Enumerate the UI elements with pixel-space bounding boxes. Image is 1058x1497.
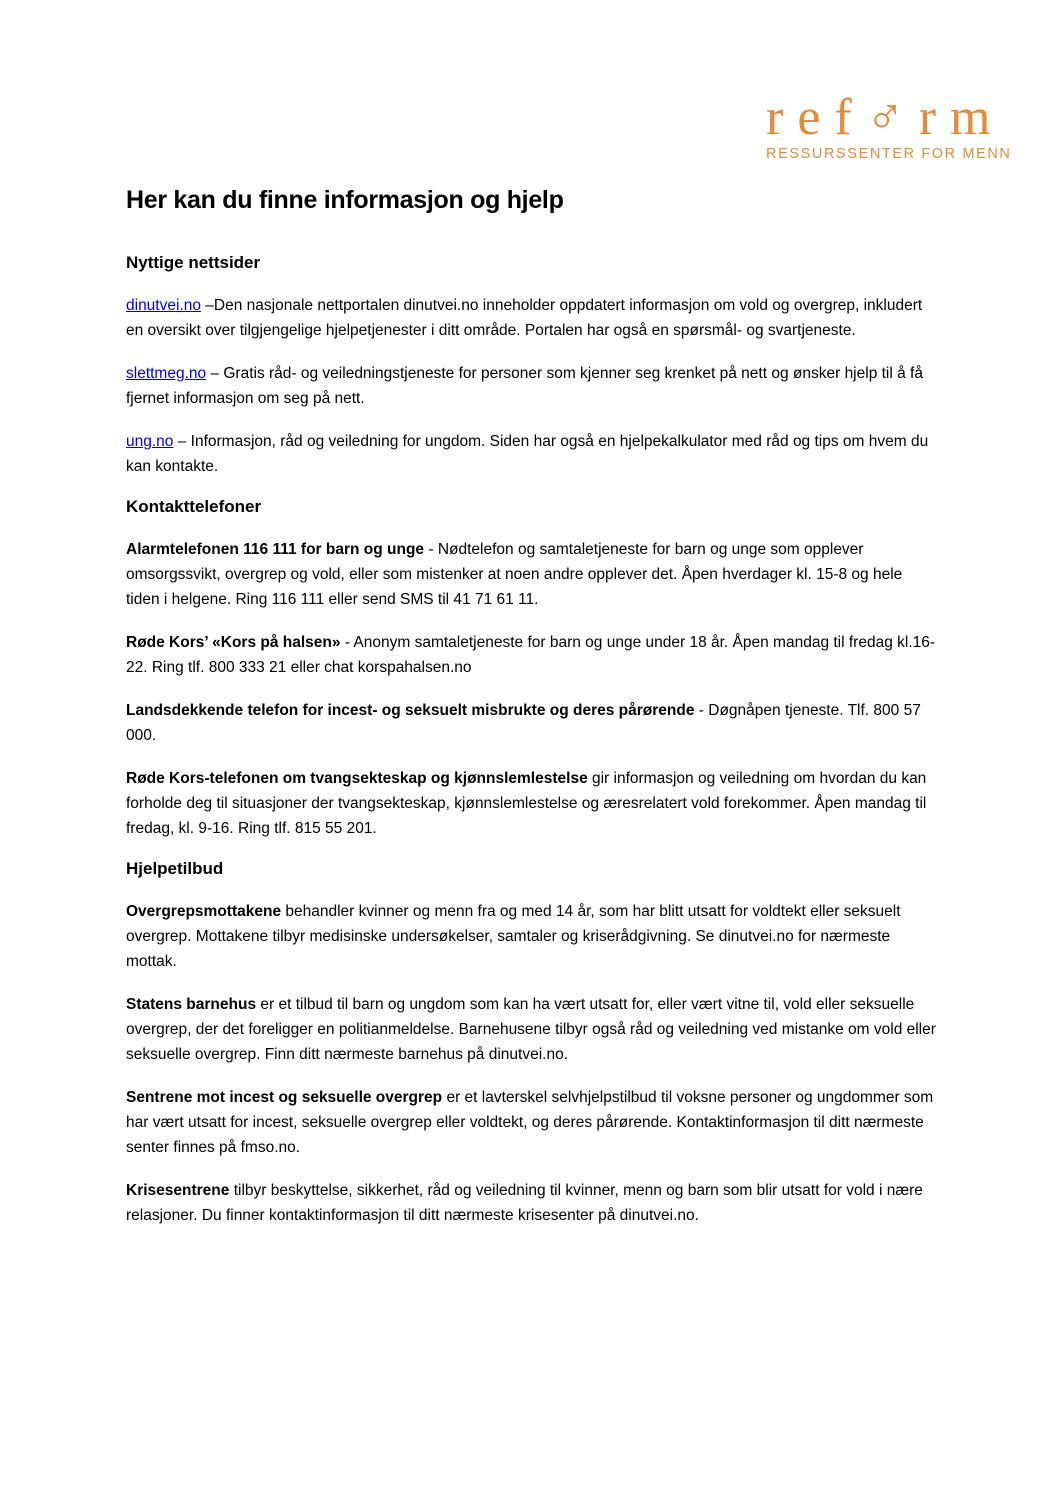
help-item: Krisesentrene tilbyr beskyttelse, sikkerhet, råd og veiledning til kvinner, menn og barn som blir utsatt for vold i nære relasjoner. Du finner kontaktinformasjon til ditt nærmeste krisesenter på dinutvei.no. [126, 1182, 923, 1224]
logo-subtitle: RESSURSSENTER FOR MENN [766, 146, 1012, 162]
website-item: slettmeg.no – Gratis råd- og veiledningstjeneste for personer som kjenner seg krenket på nett og ønsker hjelp til å få fjernet informasjon om seg på nett. [126, 365, 923, 407]
website-item: dinutvei.no –Den nasjonale nettportalen dinutvei.no inneholder oppdatert informasjon om vold og overgrep, inkludert en oversikt over tilgjengelige hjelpetjenester i ditt område. Portalen har også en spørsmål- og svartjeneste. [126, 297, 923, 339]
reform-logo [766, 89, 1016, 162]
help-item: Overgrepsmottakene behandler kvinner og menn fra og med 14 år, som har blitt utsatt for voldtekt eller seksuelt overgrep. Mottakene tilbyr medisinske undersøkelser, samtaler og kriserådgivning. Se dinutvei.no for nærmeste mottak. [126, 903, 901, 970]
section-heading: Nyttige nettsider [126, 253, 261, 272]
section-phones [126, 497, 936, 841]
section-help [126, 859, 936, 1228]
link-dinutvei[interactable]: dinutvei.no [126, 297, 201, 314]
website-item: ung.no – Informasjon, råd og veiledning for ungdom. Siden har også en hjelpekalkulator med råd og tips om hvem du kan kontakte. [126, 433, 929, 475]
phone-item: Landsdekkende telefon for incest- og seksuelt misbrukte og deres pårørende - Døgnåpen tjeneste. Tlf. 800 57 000. [126, 702, 921, 744]
document-body [126, 186, 936, 1246]
section-heading: Hjelpetilbud [126, 859, 224, 878]
phone-item: Røde Kors-telefonen om tvangsekteskap og kjønnslemlestelse gir informasjon og veiledning om hvordan du kan forholde deg til situasjoner der tvangsekteskap, kjønnslemlestelse og æresrelatert vold forekommer. Åpen mandag til fredag, kl. 9-16. Ring tlf. 815 55 201. [126, 770, 927, 837]
link-ung[interactable]: ung.no [126, 433, 174, 450]
section-websites [126, 253, 936, 479]
link-slettmeg[interactable]: slettmeg.no [126, 365, 207, 382]
phone-item: Alarmtelefonen 116 111 for barn og unge - Nødtelefon og samtaletjeneste for barn og unge som opplever omsorgssvikt, overgrep og vold, eller som mistenker at noen andre opplever det. Åpen hverdager kl. 15-8 og hele tiden i helgene. Ring 116 111 eller send SMS til 41 71 61 11. [126, 541, 903, 608]
page-title: Her kan du finne informasjon og hjelp [126, 186, 564, 214]
phone-item: Røde Kors’ «Kors på halsen» - Anonym samtaletjeneste for barn og unge under 18 år. Åpen mandag til fredag kl.16-22. Ring tlf. 800 333 21 eller chat korspahalsen.no [126, 634, 936, 676]
help-item: Statens barnehus er et tilbud til barn og ungdom som kan ha vært utsatt for, eller vært vitne til, vold eller seksuelle overgrep, der det foreligger en politianmeldelse. Barnehusene tilbyr også råd og veiledning ved mistanke om vold eller seksuelle overgrep. Finn ditt nærmeste barnehus på dinutvei.no. [126, 996, 936, 1063]
help-item: Sentrene mot incest og seksuelle overgrep er et lavterskel selvhjelpstilbud til voksne personer og ungdommer som har vært utsatt for incest, seksuelle overgrep eller voldtekt, og deres pårørende. Kontaktinformasjon til ditt nærmeste senter finnes på fmso.no. [126, 1089, 934, 1156]
section-heading: Kontakttelefoner [126, 497, 262, 516]
male-symbol-icon: ♂ [865, 89, 919, 146]
logo-wordmark: ref♂rm [766, 89, 1005, 146]
